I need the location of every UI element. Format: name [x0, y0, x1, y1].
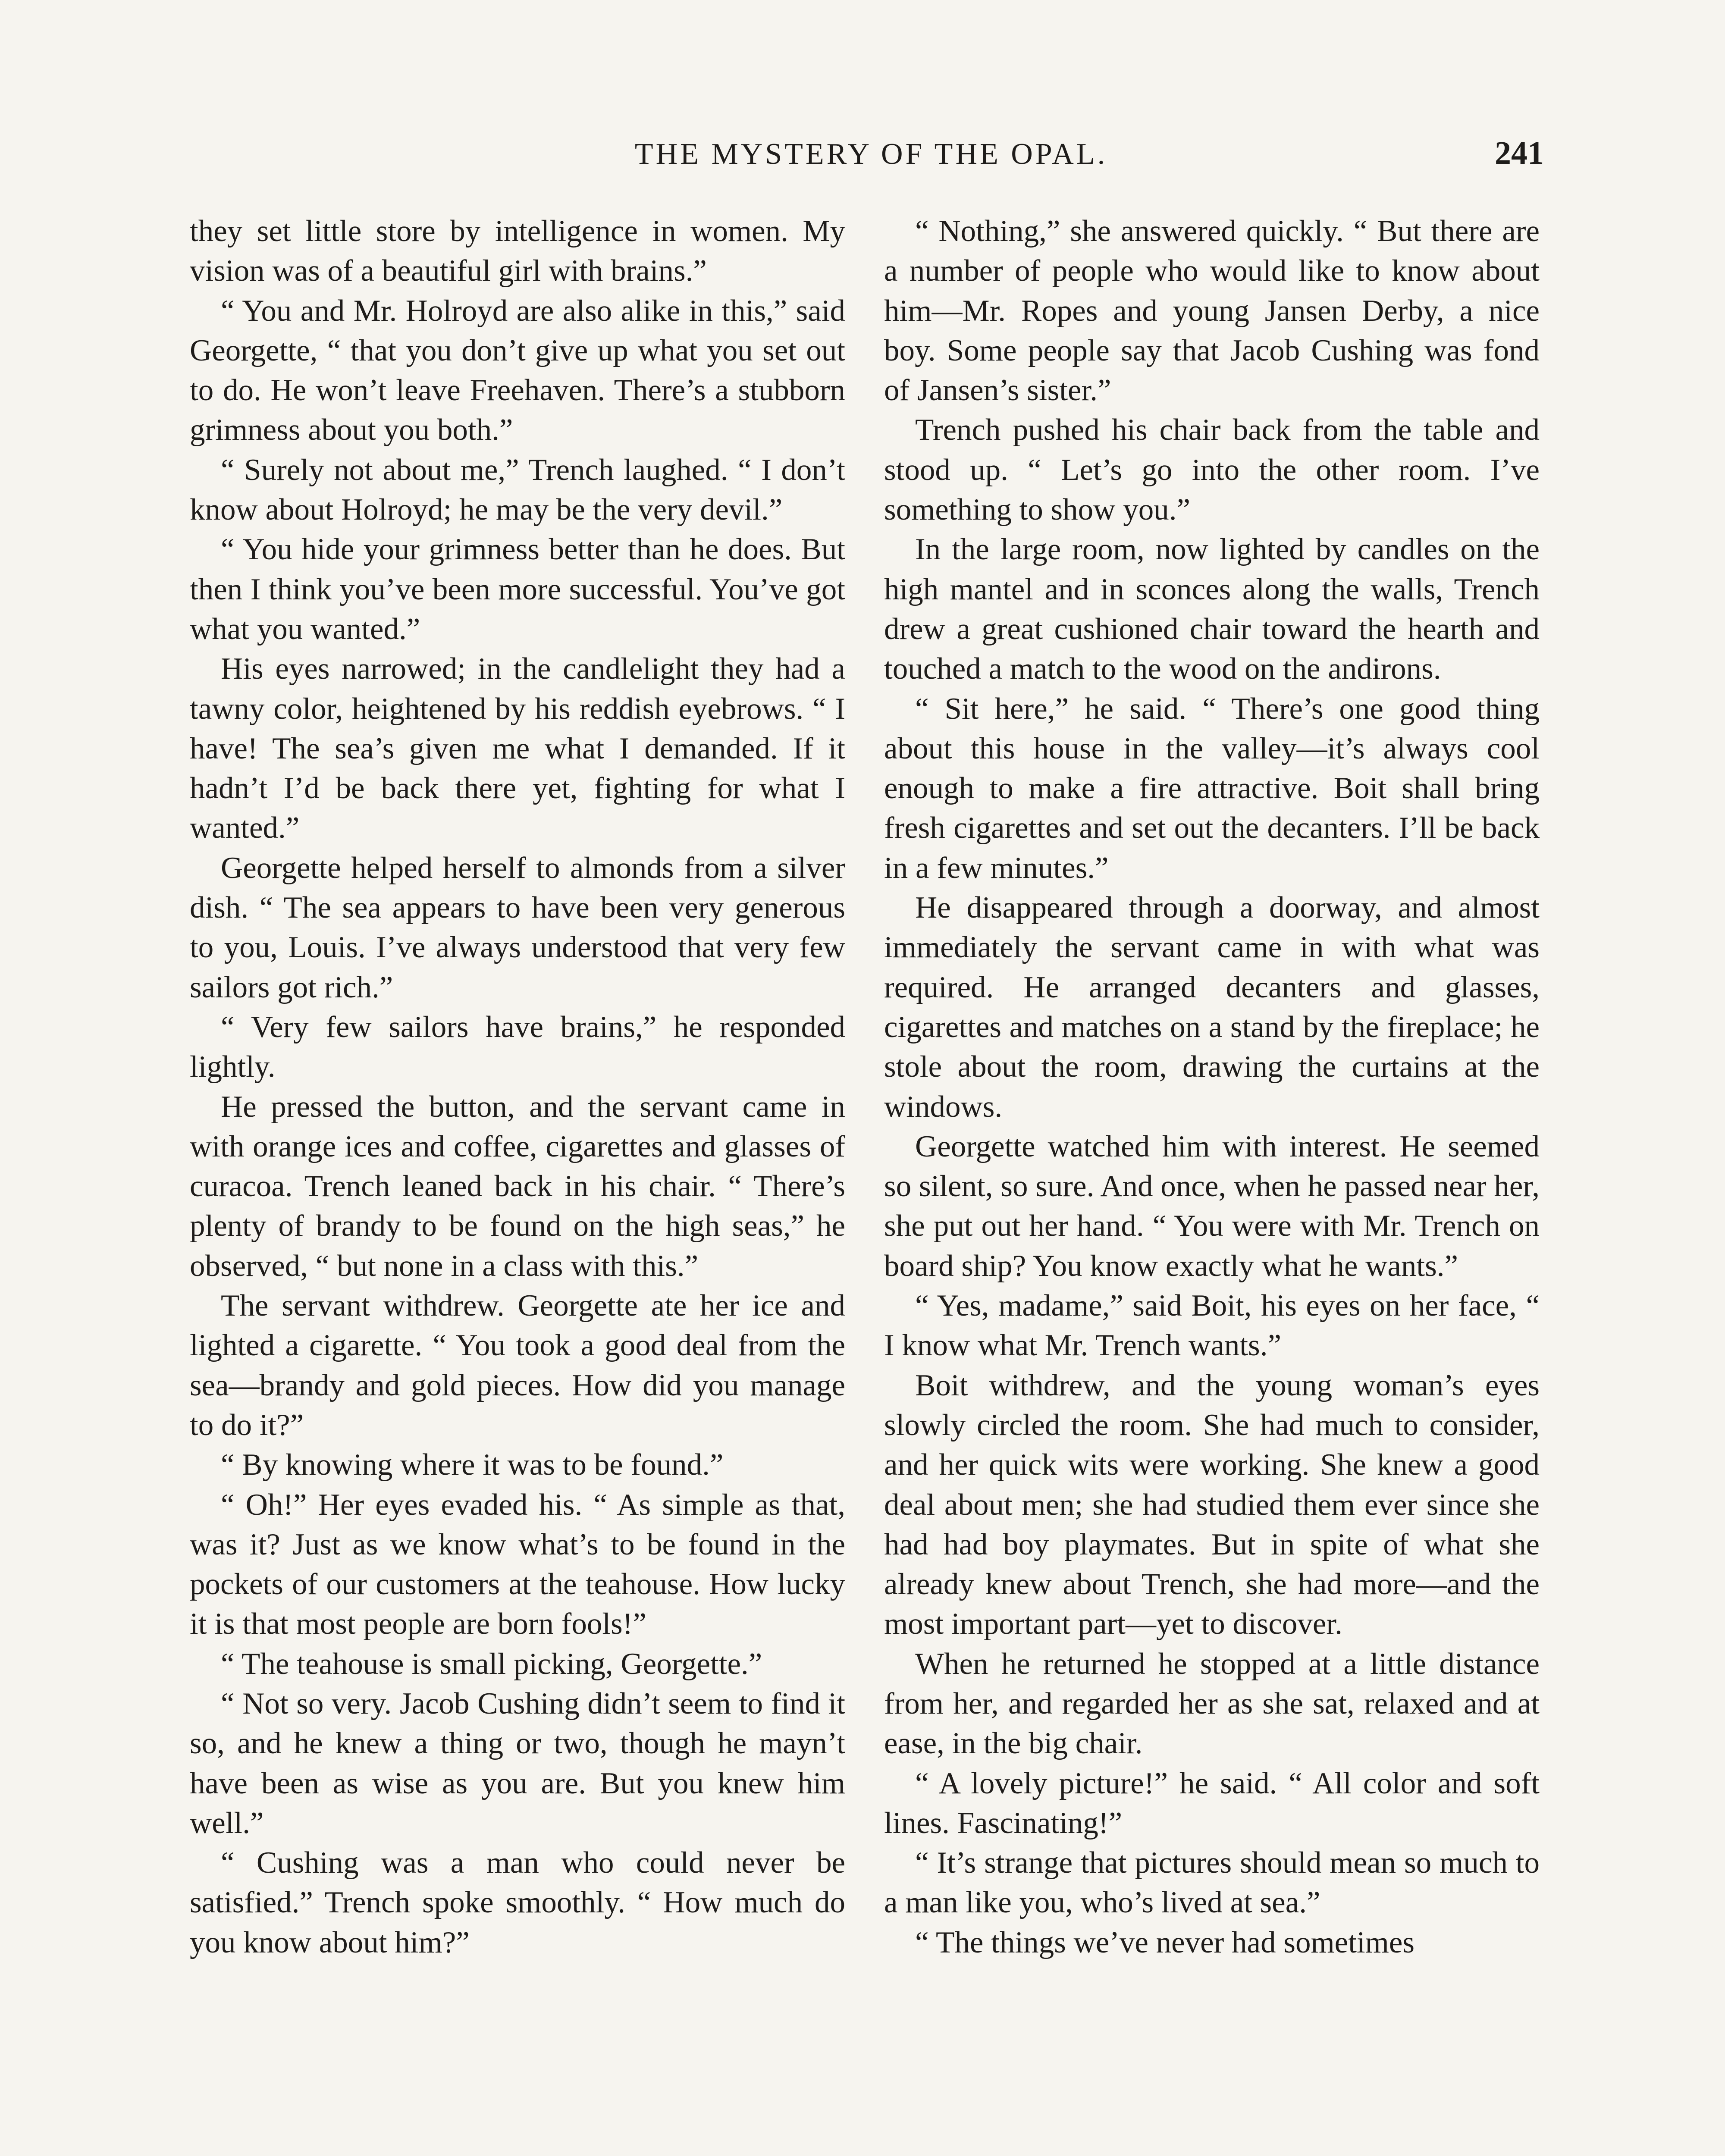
paragraph: “ Sit here,” he said. “ There’s one good thing about this house in the valley—it’s always cool enough to make a fire attractive. Boit shall bring fresh cigarettes and set out the decanters. I’ll be back in a few minutes.” [884, 692, 1540, 885]
paragraph: Georgette helped herself to almonds from a silver dish. “ The sea appears to have been very generous to you, Louis. I’ve always understood that very few sailors got rich.” [190, 851, 845, 1004]
paragraph: Trench pushed his chair back from the table and stood up. “ Let’s go into the other room. I’ve something to show you.” [884, 413, 1540, 527]
running-title: THE MYSTERY OF THE OPAL. [634, 138, 1108, 171]
paragraph: His eyes narrowed; in the candlelight they had a tawny color, heightened by his reddish eyebrows. “ I have! The sea’s given me what I demanded. If it hadn’t I’d be back there yet, fighting for what I wanted.” [190, 652, 845, 845]
paragraph: “ Yes, madame,” said Boit, his eyes on her face, “ I know what Mr. Trench wants.” [884, 1289, 1540, 1363]
paragraph: When he returned he stopped at a little distance from her, and regarded her as she sat, relaxed and at ease, in the big chair. [884, 1647, 1540, 1761]
paragraph: In the large room, now lighted by candles on the high mantel and in sconces along the walls, Trench drew a great cushioned chair toward the hearth and touched a match to the wood on the andirons. [884, 533, 1540, 686]
paragraph: “ Cushing was a man who could never be satisfied.” Trench spoke smoothly. “ How much do you know about him?” [190, 1846, 845, 1959]
paragraph: “ It’s strange that pictures should mean so much to a man like you, who’s lived at sea.” [884, 1846, 1540, 1920]
right-column [884, 211, 1540, 1962]
paragraph: “ You hide your grimness better than he does. But then I think you’ve been more successful. You’ve got what you wanted.” [190, 533, 845, 646]
paragraph: Georgette watched him with interest. He seemed so silent, so sure. And once, when he passed near her, she put out her hand. “ You were with Mr. Trench on board ship? You know exactly what he wants.” [884, 1129, 1540, 1283]
left-column [190, 211, 845, 1962]
paragraph: “ The teahouse is small picking, Georgette.” [221, 1647, 762, 1681]
paragraph: they set little store by intelligence in women. My vision was of a beautiful girl with brains.” [190, 214, 845, 288]
paragraph: “ Nothing,” she answered quickly. “ But there are a number of people who would like to know about him—Mr. Ropes and young Jansen Derby, a nice boy. Some people say that Jacob Cushing was fond of Jansen’s sister.” [884, 214, 1540, 407]
paragraph: “ Not so very. Jacob Cushing didn’t seem to find it so, and he knew a thing or two, though he mayn’t have been as wise as you are. But you knew him well.” [190, 1686, 845, 1840]
paragraph: “ Surely not about me,” Trench laughed. “ I don’t know about Holroyd; he may be the very devil.” [190, 453, 845, 527]
paragraph: He pressed the button, and the servant came in with orange ices and coffee, cigarettes and glasses of curacoa. Trench leaned back in his chair. “ There’s plenty of brandy to be found on the high seas,” he observed, “ but none in a class with this.” [190, 1090, 845, 1283]
paragraph: “ The things we’ve never had sometimes [915, 1925, 1415, 1959]
paragraph: “ Oh!” Her eyes evaded his. “ As simple as that, was it? Just as we know what’s to be found in the pockets of our customers at the teahouse. How lucky it is that most people are born fools!” [190, 1488, 845, 1641]
paragraph: “ Very few sailors have brains,” he responded lightly. [190, 1010, 845, 1084]
paragraph: “ You and Mr. Holroyd are also alike in this,” said Georgette, “ that you don’t give up what you set out to do. He won’t leave Freehaven. There’s a stubborn grimness about you both.” [190, 294, 845, 447]
paragraph: Boit withdrew, and the young woman’s eyes slowly circled the room. She had much to consider, and her quick wits were working. She knew a good deal about men; she had studied them ever since she had had boy playmates. But in spite of what she already knew about Trench, she had more—and the most important part—yet to discover. [884, 1368, 1540, 1641]
paragraph: He disappeared through a doorway, and almost immediately the servant came in with what was required. He arranged decanters and glasses, cigarettes and matches on a stand by the fireplace; he stole about the room, drawing the curtains at the windows. [884, 891, 1540, 1124]
paragraph: “ By knowing where it was to be found.” [221, 1448, 724, 1482]
page-number: 241 [1495, 135, 1544, 171]
paragraph: The servant withdrew. Georgette ate her ice and lighted a cigarette. “ You took a good deal from the sea—brandy and gold pieces. How did you manage to do it?” [190, 1289, 845, 1442]
paragraph: “ A lovely picture!” he said. “ All color and soft lines. Fascinating!” [884, 1766, 1540, 1840]
